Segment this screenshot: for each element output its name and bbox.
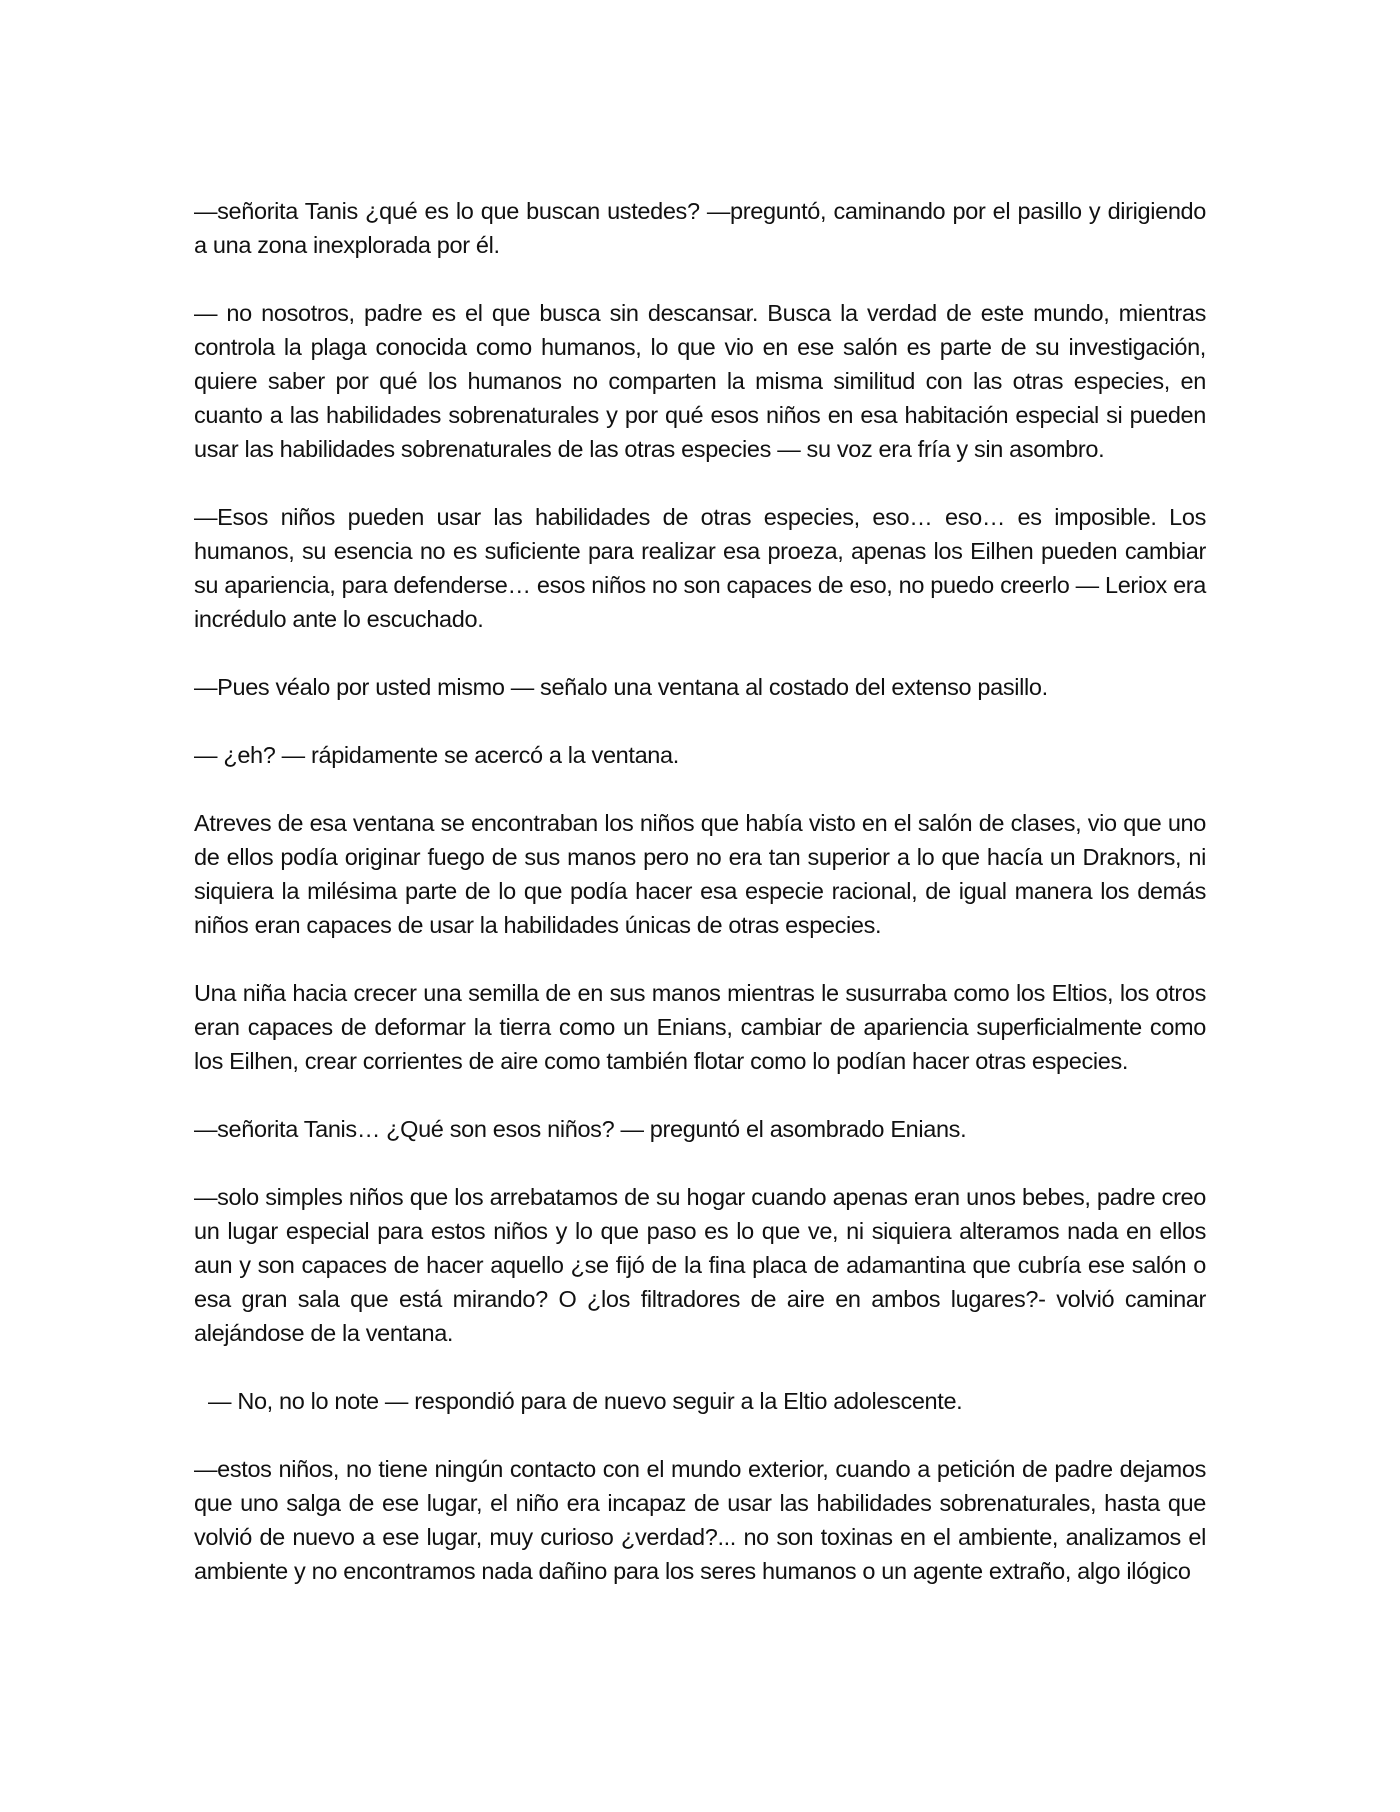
paragraph: —Pues véalo por usted mismo — señalo una ventana al costado del extenso pasillo.: [194, 674, 1048, 700]
paragraph: Atreves de esa ventana se encontraban los niños que había visto en el salón de clases, vio que uno de ellos podía originar fuego de sus manos pero no era tan superior a lo que hacía un Draknors, ni siquiera la milésima parte de lo que podía hacer esa especie racional, de igual manera los demás niños eran capaces de usar la habilidades únicas de otras especies.: [194, 810, 1206, 938]
paragraph: — no nosotros, padre es el que busca sin descansar. Busca la verdad de este mundo, mientras controla la plaga conocida como humanos, lo que vio en ese salón es parte de su investigación, quiere saber por qué los humanos no comparten la misma similitud con las otras especies, en cuanto a las habilidades sobrenaturales y por qué esos niños en esa habitación especial si pueden usar las habilidades sobrenaturales de las otras especies — su voz era fría y sin asombro.: [194, 300, 1206, 462]
document-body: [194, 194, 1206, 1622]
paragraph: Una niña hacia crecer una semilla de en sus manos mientras le susurraba como los Eltios, los otros eran capaces de deformar la tierra como un Enians, cambiar de apariencia superficialmente como los Eilhen, crear corrientes de aire como también flotar como lo podían hacer otras especies.: [194, 980, 1206, 1074]
paragraph: —señorita Tanis… ¿Qué son esos niños? — preguntó el asombrado Enians.: [194, 1116, 967, 1142]
paragraph: — ¿eh? — rápidamente se acercó a la ventana.: [194, 742, 679, 768]
paragraph: —solo simples niños que los arrebatamos de su hogar cuando apenas eran unos bebes, padre creo un lugar especial para estos niños y lo que paso es lo que ve, ni siquiera alteramos nada en ellos aun y son capaces de hacer aquello ¿se fijó de la fina placa de adamantina que cubría ese salón o esa gran sala que está mirando? O ¿los filtradores de aire en ambos lugares?- volvió caminar alejándose de la ventana.: [194, 1184, 1206, 1346]
paragraph: —señorita Tanis ¿qué es lo que buscan ustedes? —preguntó, caminando por el pasillo y dirigiendo a una zona inexplorada por él.: [194, 198, 1206, 258]
paragraph: —estos niños, no tiene ningún contacto con el mundo exterior, cuando a petición de padre dejamos que uno salga de ese lugar, el niño era incapaz de usar las habilidades sobrenaturales, hasta que volvió de nuevo a ese lugar, muy curioso ¿verdad?... no son toxinas en el ambiente, analizamos el ambiente y no encontramos nada dañino para los seres humanos o un agente extraño, algo ilógico: [194, 1456, 1206, 1584]
paragraph: —Esos niños pueden usar las habilidades de otras especies, eso… eso… es imposible. Los humanos, su esencia no es suficiente para realizar esa proeza, apenas los Eilhen pueden cambiar su apariencia, para defenderse… esos niños no son capaces de eso, no puedo creerlo — Leriox era incrédulo ante lo escuchado.: [194, 504, 1206, 632]
paragraph: — No, no lo note — respondió para de nuevo seguir a la Eltio adolescente.: [208, 1388, 963, 1414]
